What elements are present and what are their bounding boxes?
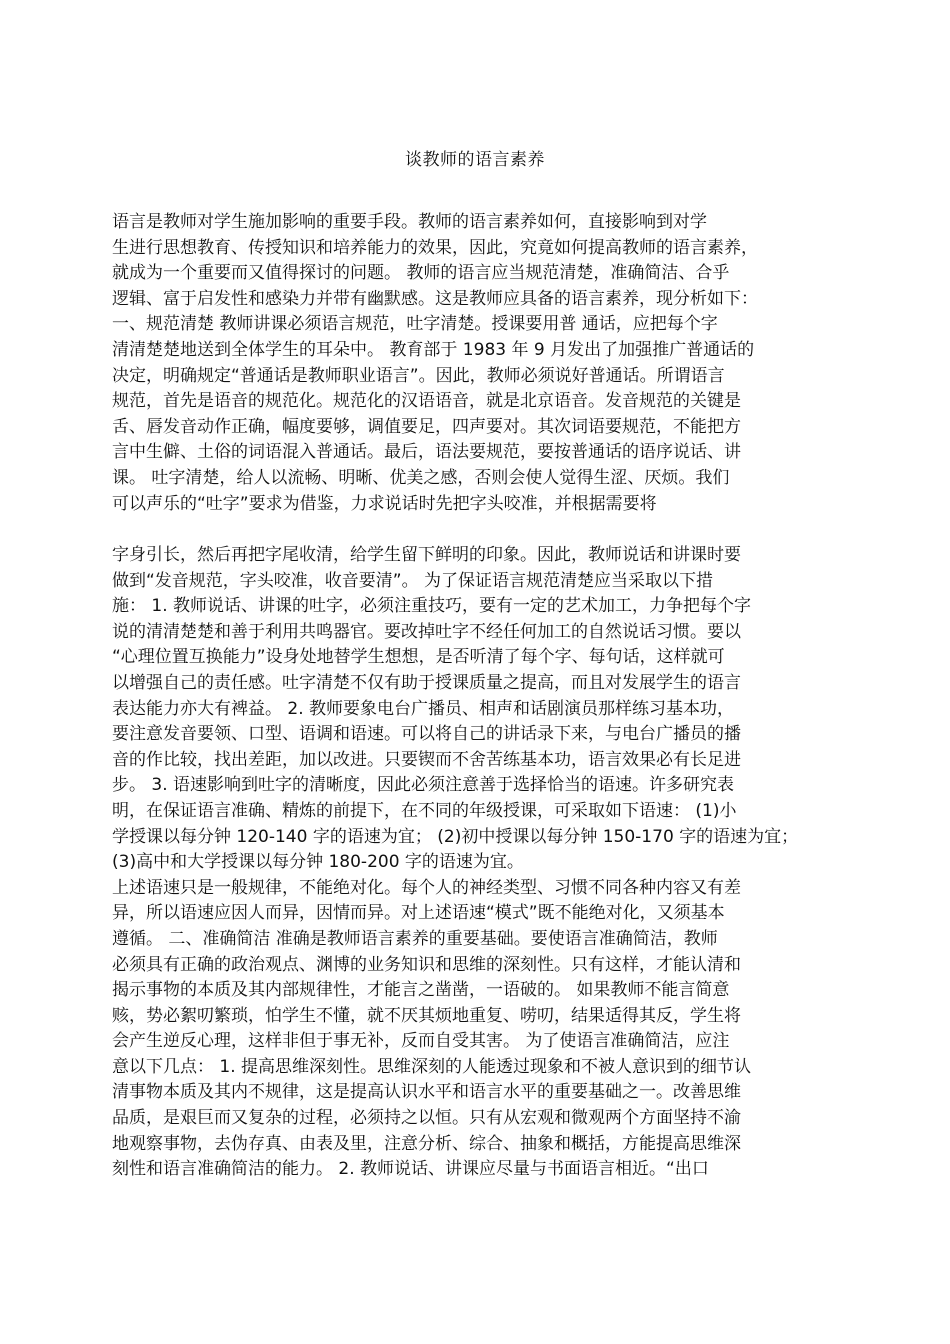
text-line: 清事物本质及其内不规律，这是提高认识水平和语言水平的重要基础之一。改善思维 (112, 1082, 741, 1103)
text-line: 言中生僻、土俗的词语混入普通话。最后，语法要规范，要按普通话的语序说话、讲 (112, 442, 741, 463)
text-line: 舌、唇发音动作正确，幅度要够，调值要足，四声要对。其次词语要规范，不能把方 (112, 416, 741, 437)
text-line: 施： 1. 教师说话、讲课的吐字，必须注重技巧，要有一定的艺术加工，力争把每个字 (112, 596, 752, 617)
text-line: 品质，是艰巨而又复杂的过程，必须持之以恒。只有从宏观和微观两个方面坚持不渝 (112, 1108, 741, 1129)
text-line: 逻辑、富于启发性和感染力并带有幽默感。这是教师应具备的语言素养，现分析如下： (112, 288, 758, 309)
text-line: 地观察事物，去伪存真、由表及里，注意分析、综合、抽象和概括，方能提高思维深 (112, 1133, 741, 1154)
text-line: 就成为一个重要而又值得探讨的问题。 教师的语言应当规范清楚，准确简洁、合乎 (112, 263, 730, 284)
text-line: 生进行思想教育、传授知识和培养能力的效果，因此，究竟如何提高教师的语言素养， (112, 237, 758, 258)
text-line: 步。 3. 语速影响到吐字的清晰度，因此必须注意善于选择恰当的语速。许多研究表 (112, 775, 735, 796)
document-title: 谈教师的语言素养 (405, 150, 545, 170)
text-line: 必须具有正确的政治观点、渊博的业务知识和思维的深刻性。只有这样，才能认清和 (112, 954, 741, 975)
text-line: 以增强自己的责任感。吐字清楚不仅有助于授课质量之提高，而且对发展学生的语言 (112, 672, 741, 693)
body-text-block-2 (112, 543, 838, 1183)
text-line: 说的清清楚楚和善于利用共鸣器官。要改掉吐字不经任何加工的自然说话习惯。要以 (112, 621, 741, 642)
text-line: 做到“发音规范，字头咬准，收音要清”。 为了保证语言规范清楚应当采取以下措 (112, 570, 714, 591)
text-line: 清清楚楚地送到全体学生的耳朵中。 教育部于 1983 年 9 月发出了加强推广普通话的 (112, 339, 755, 360)
text-line: (3)高中和大学授课以每分钟 180-200 字的语速为宜。 (112, 852, 524, 873)
text-line: 学授课以每分钟 120-140 字的语速为宜； (2)初中授课以每分钟 150-170 字的语速为宜； (112, 826, 799, 847)
text-line: 表达能力亦大有裨益。 2. 教师要象电台广播员、相声和话剧演员那样练习基本功， (112, 698, 735, 719)
text-line: 规范，首先是语音的规范化。规范化的汉语语音，就是北京语音。发音规范的关键是 (112, 391, 741, 412)
text-line: 语言是教师对学生施加影响的重要手段。教师的语言素养如何，直接影响到对学 (112, 212, 707, 232)
text-line: 遵循。 二、准确简洁 准确是教师语言素养的重要基础。要使语言准确简洁，教师 (112, 928, 718, 949)
body-text-block-1 (112, 210, 838, 517)
text-line: 明，在保证语言准确、精炼的前提下，在不同的年级授课，可采取如下语速： (1)小 (112, 800, 737, 821)
text-line: 异，所以语速应因人而异，因情而异。对上述语速“模式”既不能绝对化，又须基本 (112, 903, 725, 924)
text-line: 要注意发音要领、口型、语调和语速。可以将自己的讲话录下来，与电台广播员的播 (112, 724, 741, 745)
text-line: 一、规范清楚 教师讲课必须语言规范，吐字清楚。授课要用普 通话，应把每个字 (112, 314, 718, 335)
text-line: 决定，明确规定“普通话是教师职业语言”。因此，教师必须说好普通话。所谓语言 (112, 365, 725, 386)
text-line: 意以下几点： 1. 提高思维深刻性。思维深刻的人能透过现象和不被人意识到的细节认 (112, 1056, 752, 1077)
text-line: 上述语速只是一般规律，不能绝对化。每个人的神经类型、习惯不同各种内容又有差 (112, 877, 741, 898)
text-line: 刻性和语言准确简洁的能力。 2. 教师说话、讲课应尽量与书面语言相近。“出口 (112, 1159, 709, 1180)
text-line: 音的作比较，找出差距，加以改进。只要锲而不舍苦练基本功，语言效果必有长足进 (112, 749, 741, 770)
text-line: “心理位置互换能力”设身处地替学生想想，是否听清了每个字、每句话，这样就可 (112, 647, 725, 668)
text-line: 字身引长，然后再把字尾收清，给学生留下鲜明的印象。因此，教师说话和讲课时要 (112, 545, 741, 565)
text-line: 会产生逆反心理，这样非但于事无补，反而自受其害。 为了使语言准确简洁，应注 (112, 1031, 730, 1052)
text-line: 赅，势必絮叨繁琐，怕学生不懂，就不厌其烦地重复、唠叨，结果适得其反，学生将 (112, 1005, 741, 1026)
text-line: 可以声乐的“吐字”要求为借鉴，力求说话时先把字头咬准，并根据需要将 (112, 493, 657, 514)
text-line: 揭示事物的本质及其内部规律性，才能言之凿凿，一语破的。 如果教师不能言简意 (112, 980, 730, 1001)
text-line: 课。 吐字清楚，给人以流畅、明晰、优美之感，否则会使人觉得生涩、厌烦。我们 (112, 467, 730, 488)
